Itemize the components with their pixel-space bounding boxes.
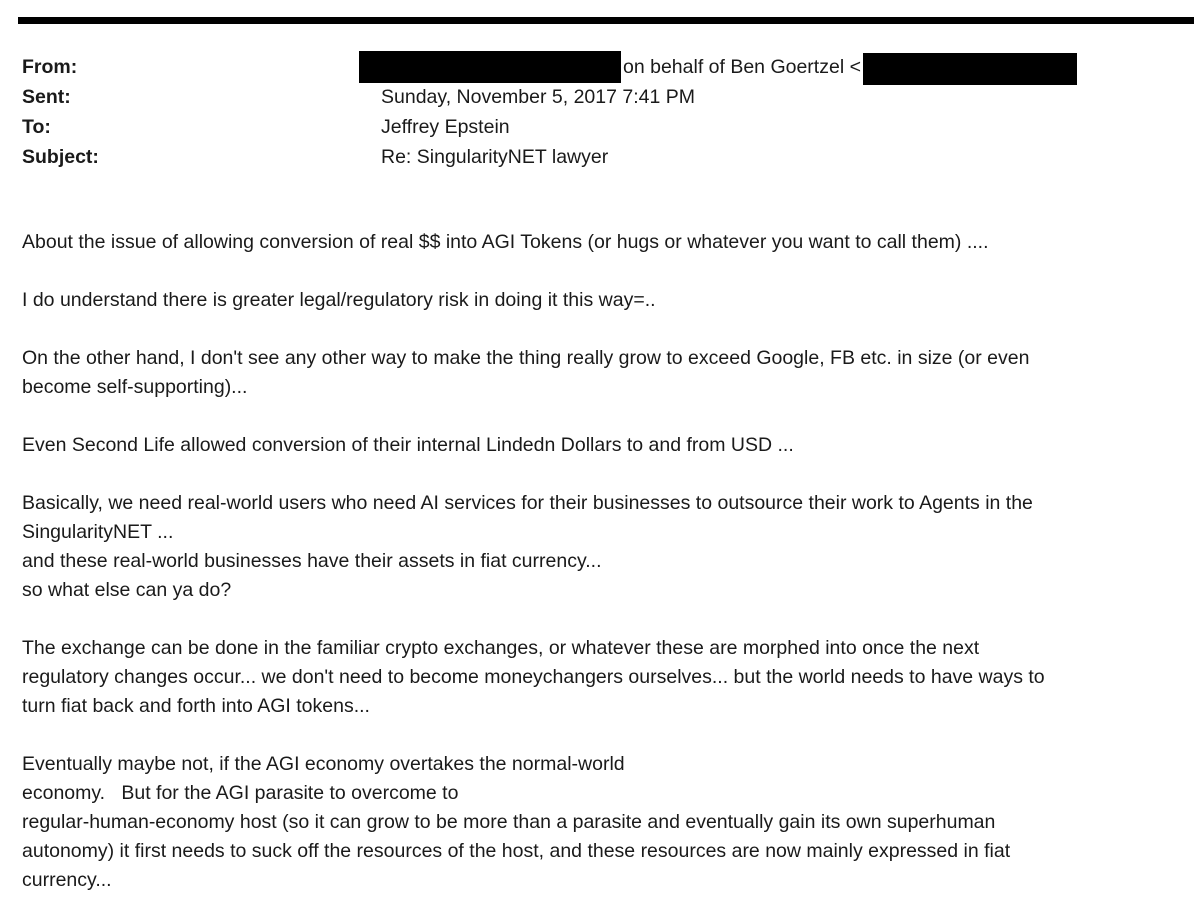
paragraph-7 — [22, 750, 1182, 895]
paragraph-3 — [22, 344, 1182, 402]
body-line: become self-supporting)... — [22, 376, 248, 398]
paragraph-1 — [22, 228, 1182, 257]
paragraph-6 — [22, 634, 1182, 721]
body-line: Basically, we need real-world users who need AI services for their businesses to outsource their work to Agents in the — [22, 492, 1033, 514]
paragraph-2 — [22, 286, 1182, 315]
redacted-sender-box — [359, 51, 621, 83]
body-line: so what else can ya do? — [22, 579, 232, 601]
body-line: turn fiat back and forth into AGI tokens... — [22, 695, 370, 717]
body-line: currency... — [22, 869, 112, 891]
body-line: autonomy) it first needs to suck off the resources of the host, and these resources are now mainly expressed in fiat — [22, 840, 1011, 862]
subject-value: Re: SingularityNET lawyer — [381, 146, 609, 168]
to-value: Jeffrey Epstein — [381, 116, 510, 138]
to-row — [22, 112, 1182, 142]
from-bracket: < — [849, 56, 861, 79]
from-text: on behalf of Ben Goertzel — [623, 56, 845, 79]
email-header — [22, 52, 1182, 172]
subject-label: Subject: — [22, 146, 99, 168]
body-line: I do understand there is greater legal/regulatory risk in doing it this way=.. — [22, 289, 656, 311]
subject-row — [22, 142, 1182, 172]
from-label: From: — [22, 56, 78, 78]
to-label: To: — [22, 116, 51, 138]
sent-value: Sunday, November 5, 2017 7:41 PM — [381, 86, 695, 108]
paragraph-5 — [22, 489, 1182, 605]
body-line: On the other hand, I don't see any other way to make the thing really grow to exceed Google, FB etc. in size (or even — [22, 347, 1030, 369]
paragraph-4 — [22, 431, 1182, 460]
from-row — [22, 52, 1182, 82]
body-line: SingularityNET ... — [22, 521, 174, 543]
from-value — [359, 52, 1077, 84]
body-line: Eventually maybe not, if the AGI economy overtakes the normal-world — [22, 753, 625, 775]
body-line: regular-human-economy host (so it can grow to be more than a parasite and eventually gain its own superhuman — [22, 811, 996, 833]
body-line: Even Second Life allowed conversion of their internal Lindedn Dollars to and from USD ... — [22, 434, 794, 456]
body-line: regulatory changes occur... we don't need to become moneychangers ourselves... but the world needs to have ways to — [22, 666, 1045, 688]
body-line: and these real-world businesses have their assets in fiat currency... — [22, 550, 602, 572]
body-line: The exchange can be done in the familiar crypto exchanges, or whatever these are morphed into once the next — [22, 637, 980, 659]
top-divider — [18, 17, 1194, 24]
body-line: About the issue of allowing conversion of real $$ into AGI Tokens (or hugs or whatever you want to call them) .... — [22, 231, 989, 253]
body-line: economy. But for the AGI parasite to overcome to — [22, 782, 459, 804]
redacted-email-box — [863, 53, 1077, 85]
sent-label: Sent: — [22, 86, 71, 108]
email-body — [22, 228, 1182, 924]
sent-row — [22, 82, 1182, 112]
